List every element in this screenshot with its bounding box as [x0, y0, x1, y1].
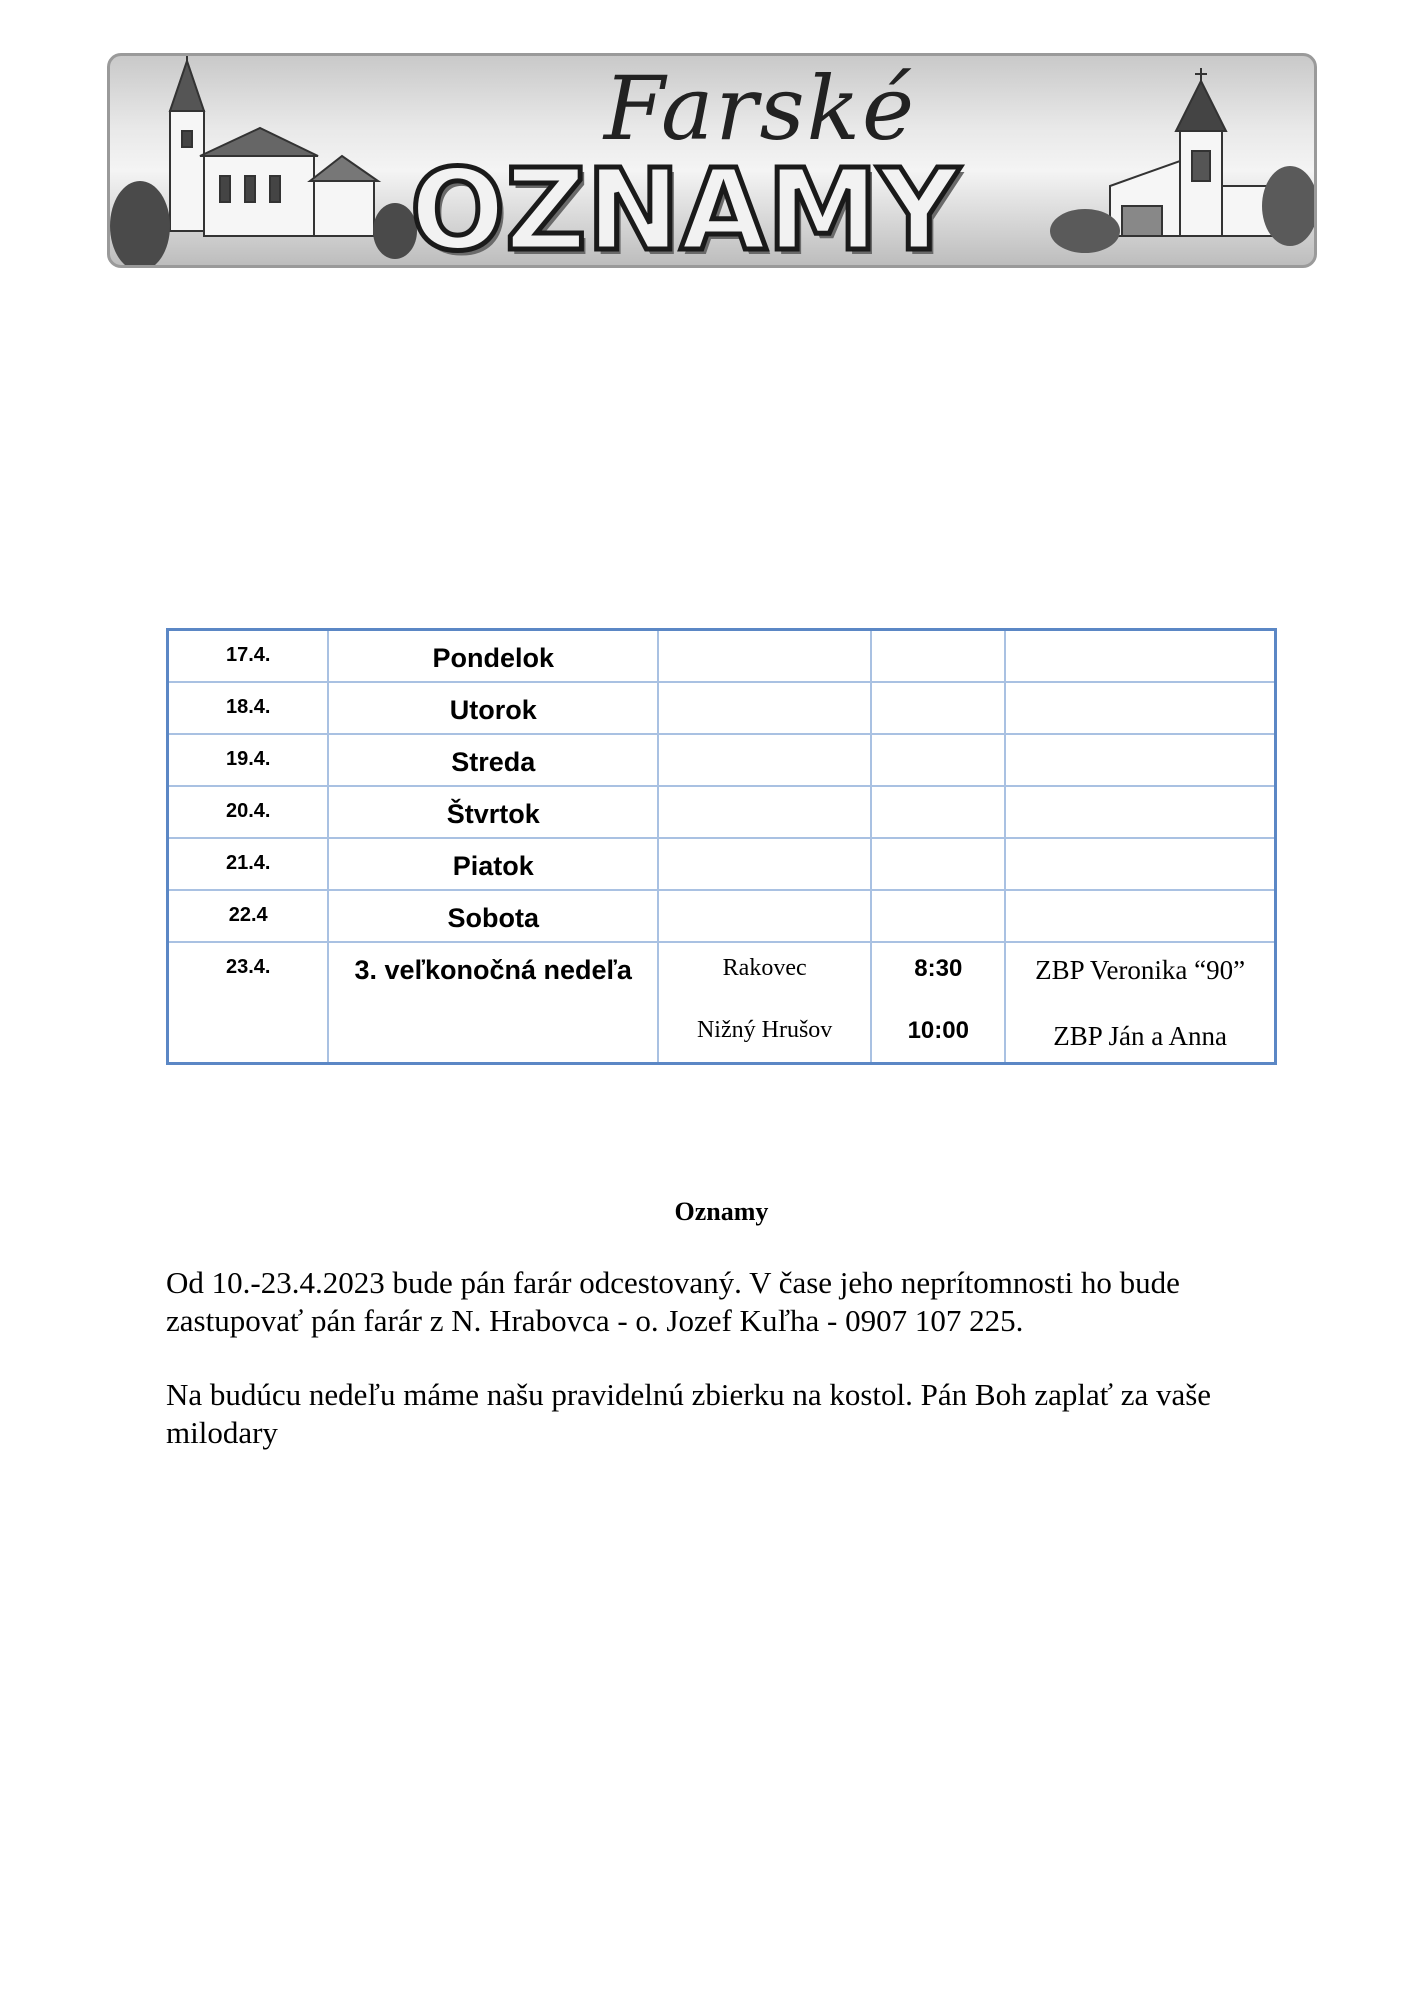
time-cell — [871, 734, 1005, 786]
announcement-paragraph: Od 10.-23.4.2023 bude pán farár odcestovaný. V čase jeho neprítomnosti ho bude zastupovať pán farár z N. Hrabovca - o. Jozef Kuľha - 0907 107 225. — [166, 1265, 1180, 1338]
table-row — [168, 890, 1276, 942]
intention-cell — [1005, 682, 1275, 734]
time-cell — [871, 630, 1005, 682]
intention-cell — [1005, 786, 1275, 838]
day-cell: Streda — [451, 746, 536, 777]
date-cell: 23.4. — [225, 955, 271, 978]
day-cell: Štvrtok — [446, 798, 540, 829]
date-cell: 19.4. — [225, 747, 271, 770]
place-cell — [658, 734, 871, 786]
day-cell: 3. veľkonočná nedeľa — [354, 954, 632, 985]
intention-cell — [1005, 890, 1275, 942]
time-cell — [871, 942, 1005, 1064]
banner-main-title: OZNAMY — [410, 146, 960, 268]
date-cell: 22.4 — [228, 903, 268, 926]
time-cell — [871, 682, 1005, 734]
table-row — [168, 786, 1276, 838]
place-cell — [658, 890, 871, 942]
table-row — [168, 682, 1276, 734]
time-entry: 10:00 — [907, 1016, 969, 1044]
day-cell: Piatok — [452, 850, 534, 881]
intention-entry: ZBP Veronika “90” — [1035, 954, 1246, 985]
intention-cell — [1005, 734, 1275, 786]
header-banner — [107, 53, 1317, 268]
table-row — [168, 734, 1276, 786]
table-row — [168, 838, 1276, 890]
time-cell — [871, 786, 1005, 838]
banner-script-title: Farské — [603, 57, 917, 160]
place-cell — [658, 630, 871, 682]
intention-entry: ZBP Ján a Anna — [1053, 1020, 1228, 1051]
date-cell: 18.4. — [225, 695, 271, 718]
place-cell — [658, 942, 871, 1064]
place-cell — [658, 682, 871, 734]
time-cell — [871, 890, 1005, 942]
intention-cell — [1005, 630, 1275, 682]
day-cell: Pondelok — [432, 643, 554, 673]
day-cell: Utorok — [449, 694, 537, 725]
date-cell: 21.4. — [225, 851, 271, 874]
table-row — [168, 630, 1276, 682]
table-row — [168, 942, 1276, 1064]
time-entry: 8:30 — [914, 954, 963, 982]
mass-schedule-table — [166, 628, 1277, 1065]
date-cell: 20.4. — [225, 799, 271, 822]
announcements-title: Oznamy — [674, 1197, 769, 1226]
day-cell: Sobota — [447, 902, 539, 933]
left-church-image — [170, 56, 378, 236]
date-cell: 17.4. — [225, 644, 271, 666]
intention-cell — [1005, 942, 1275, 1064]
place-entry: Nižný Hrušov — [696, 1016, 833, 1043]
place-cell — [658, 786, 871, 838]
announcement-paragraph: Na budúcu nedeľu máme našu pravidelnú zbierku na kostol. Pán Boh zaplať za vaše milodary — [166, 1377, 1212, 1450]
intention-cell — [1005, 838, 1275, 890]
place-entry: Rakovec — [722, 954, 807, 981]
time-cell — [871, 838, 1005, 890]
place-cell — [658, 838, 871, 890]
